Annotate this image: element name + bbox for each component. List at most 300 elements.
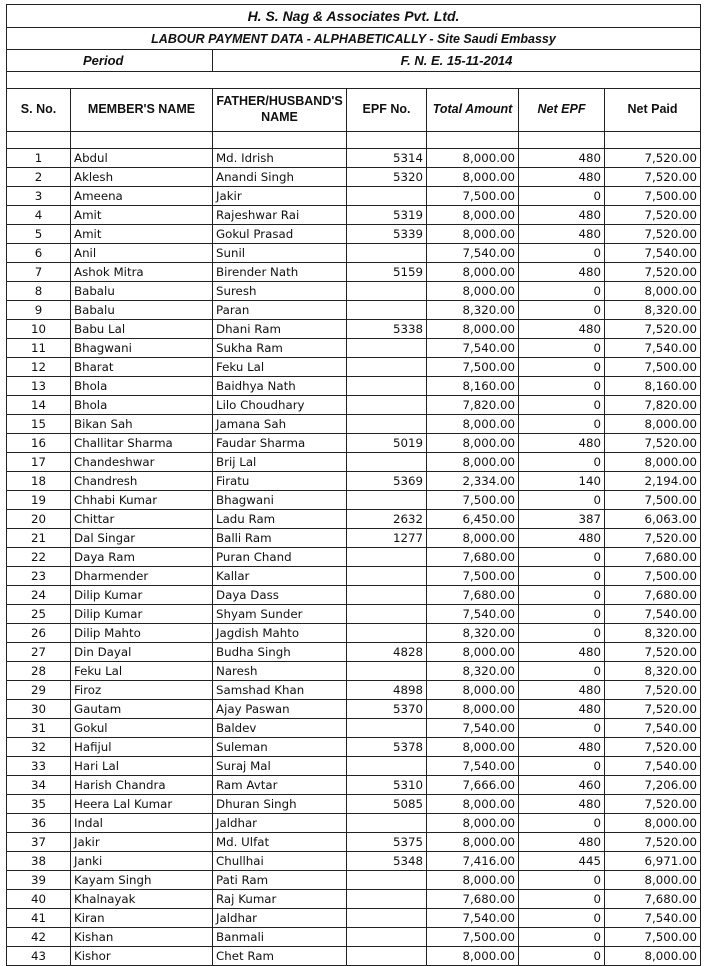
cell-epf-no — [347, 453, 427, 472]
cell-member-name: Harish Chandra — [71, 776, 213, 795]
cell-net-epf: 480 — [519, 149, 605, 168]
cell-sno: 9 — [7, 301, 71, 320]
cell-net-epf: 480 — [519, 738, 605, 757]
labour-payment-table — [6, 4, 701, 966]
cell-net-epf: 0 — [519, 871, 605, 890]
cell-father-name: Suresh — [213, 282, 347, 301]
cell-father-name: Samshad Khan — [213, 681, 347, 700]
cell-sno: 12 — [7, 358, 71, 377]
cell-sno: 17 — [7, 453, 71, 472]
cell-father-name: Pati Ram — [213, 871, 347, 890]
table-row — [7, 491, 701, 510]
cell-member-name: Gautam — [71, 700, 213, 719]
cell-father-name: Ajay Paswan — [213, 700, 347, 719]
cell-father-name: Sunil — [213, 244, 347, 263]
cell-father-name: Md. Ulfat — [213, 833, 347, 852]
cell-epf-no — [347, 567, 427, 586]
cell-net-epf: 445 — [519, 852, 605, 871]
gap-cell — [71, 132, 213, 149]
table-row — [7, 301, 701, 320]
col-header-epf-no: EPF No. — [347, 89, 427, 132]
cell-net-paid: 7,540.00 — [605, 757, 701, 776]
cell-father-name: Suleman — [213, 738, 347, 757]
cell-member-name: Kayam Singh — [71, 871, 213, 890]
cell-total-amount: 7,540.00 — [427, 244, 519, 263]
cell-father-name: Paran — [213, 301, 347, 320]
table-row — [7, 282, 701, 301]
cell-member-name: Hari Lal — [71, 757, 213, 776]
cell-net-epf: 480 — [519, 434, 605, 453]
col-header-net-paid: Net Paid — [605, 89, 701, 132]
cell-net-epf: 0 — [519, 187, 605, 206]
cell-member-name: Anil — [71, 244, 213, 263]
table-row — [7, 776, 701, 795]
cell-net-paid: 8,000.00 — [605, 282, 701, 301]
cell-net-paid: 7,520.00 — [605, 206, 701, 225]
cell-net-epf: 0 — [519, 890, 605, 909]
cell-sno: 5 — [7, 225, 71, 244]
cell-epf-no — [347, 548, 427, 567]
cell-net-epf: 480 — [519, 529, 605, 548]
cell-total-amount: 7,540.00 — [427, 909, 519, 928]
cell-net-epf: 480 — [519, 168, 605, 187]
table-row — [7, 244, 701, 263]
cell-net-epf: 0 — [519, 624, 605, 643]
cell-total-amount: 7,416.00 — [427, 852, 519, 871]
table-row — [7, 719, 701, 738]
cell-father-name: Suraj Mal — [213, 757, 347, 776]
cell-sno: 18 — [7, 472, 71, 491]
cell-sno: 25 — [7, 605, 71, 624]
cell-member-name: Dilip Mahto — [71, 624, 213, 643]
cell-total-amount: 8,000.00 — [427, 149, 519, 168]
cell-sno: 1 — [7, 149, 71, 168]
cell-net-paid: 7,500.00 — [605, 358, 701, 377]
table-row — [7, 681, 701, 700]
cell-member-name: Challitar Sharma — [71, 434, 213, 453]
cell-member-name: Babalu — [71, 282, 213, 301]
table-row — [7, 700, 701, 719]
col-header-father-name: FATHER/HUSBAND'S NAME — [213, 89, 347, 132]
cell-epf-no — [347, 358, 427, 377]
table-row — [7, 206, 701, 225]
cell-epf-no: 5019 — [347, 434, 427, 453]
period-label: Period — [7, 50, 213, 72]
cell-epf-no — [347, 282, 427, 301]
cell-total-amount: 7,500.00 — [427, 491, 519, 510]
cell-sno: 22 — [7, 548, 71, 567]
cell-member-name: Ashok Mitra — [71, 263, 213, 282]
cell-epf-no: 5338 — [347, 320, 427, 339]
cell-sno: 27 — [7, 643, 71, 662]
cell-sno: 26 — [7, 624, 71, 643]
cell-father-name: Baldev — [213, 719, 347, 738]
table-row — [7, 624, 701, 643]
col-header-net-epf: Net EPF — [519, 89, 605, 132]
cell-epf-no — [347, 377, 427, 396]
cell-sno: 38 — [7, 852, 71, 871]
cell-net-epf: 140 — [519, 472, 605, 491]
cell-father-name: Raj Kumar — [213, 890, 347, 909]
table-row — [7, 377, 701, 396]
cell-sno: 40 — [7, 890, 71, 909]
col-header-member-name: MEMBER'S NAME — [71, 89, 213, 132]
cell-epf-no: 4898 — [347, 681, 427, 700]
cell-father-name: Brij Lal — [213, 453, 347, 472]
cell-member-name: Bhola — [71, 377, 213, 396]
cell-epf-no — [347, 662, 427, 681]
table-row — [7, 662, 701, 681]
cell-father-name: Jaldhar — [213, 909, 347, 928]
cell-net-epf: 480 — [519, 700, 605, 719]
table-row — [7, 814, 701, 833]
cell-net-paid: 7,520.00 — [605, 700, 701, 719]
cell-epf-no — [347, 928, 427, 947]
cell-epf-no: 1277 — [347, 529, 427, 548]
cell-epf-no: 5320 — [347, 168, 427, 187]
cell-epf-no: 5378 — [347, 738, 427, 757]
table-row — [7, 567, 701, 586]
cell-net-epf: 480 — [519, 206, 605, 225]
cell-sno: 2 — [7, 168, 71, 187]
cell-father-name: Jagdish Mahto — [213, 624, 347, 643]
table-row — [7, 263, 701, 282]
cell-net-paid: 8,000.00 — [605, 453, 701, 472]
table-row — [7, 852, 701, 871]
table-row — [7, 472, 701, 491]
gap-cell — [7, 132, 71, 149]
cell-epf-no: 4828 — [347, 643, 427, 662]
cell-epf-no — [347, 586, 427, 605]
table-row — [7, 396, 701, 415]
cell-father-name: Kallar — [213, 567, 347, 586]
cell-epf-no: 5375 — [347, 833, 427, 852]
cell-net-paid: 7,820.00 — [605, 396, 701, 415]
cell-net-epf: 480 — [519, 833, 605, 852]
cell-net-paid: 2,194.00 — [605, 472, 701, 491]
cell-epf-no — [347, 491, 427, 510]
table-row — [7, 757, 701, 776]
table-row — [7, 586, 701, 605]
cell-epf-no: 5369 — [347, 472, 427, 491]
cell-total-amount: 7,500.00 — [427, 358, 519, 377]
cell-total-amount: 7,820.00 — [427, 396, 519, 415]
cell-net-paid: 7,520.00 — [605, 168, 701, 187]
cell-father-name: Anandi Singh — [213, 168, 347, 187]
cell-sno: 36 — [7, 814, 71, 833]
cell-father-name: Puran Chand — [213, 548, 347, 567]
cell-total-amount: 7,680.00 — [427, 548, 519, 567]
cell-sno: 20 — [7, 510, 71, 529]
cell-net-paid: 8,320.00 — [605, 624, 701, 643]
cell-total-amount: 7,680.00 — [427, 890, 519, 909]
cell-net-epf: 480 — [519, 795, 605, 814]
cell-total-amount: 8,000.00 — [427, 434, 519, 453]
cell-sno: 30 — [7, 700, 71, 719]
table-row — [7, 643, 701, 662]
cell-total-amount: 7,540.00 — [427, 339, 519, 358]
cell-sno: 35 — [7, 795, 71, 814]
cell-total-amount: 8,000.00 — [427, 168, 519, 187]
cell-net-paid: 8,320.00 — [605, 662, 701, 681]
cell-member-name: Dal Singar — [71, 529, 213, 548]
cell-father-name: Bhagwani — [213, 491, 347, 510]
table-row — [7, 548, 701, 567]
cell-net-epf: 0 — [519, 947, 605, 966]
cell-net-epf: 0 — [519, 491, 605, 510]
cell-sno: 29 — [7, 681, 71, 700]
cell-net-paid: 7,540.00 — [605, 605, 701, 624]
cell-sno: 4 — [7, 206, 71, 225]
cell-father-name: Naresh — [213, 662, 347, 681]
cell-epf-no: 5310 — [347, 776, 427, 795]
cell-epf-no: 5159 — [347, 263, 427, 282]
table-row — [7, 909, 701, 928]
cell-epf-no — [347, 624, 427, 643]
cell-member-name: Feku Lal — [71, 662, 213, 681]
cell-total-amount: 8,000.00 — [427, 453, 519, 472]
cell-net-paid: 7,680.00 — [605, 890, 701, 909]
cell-member-name: Ameena — [71, 187, 213, 206]
cell-net-paid: 7,520.00 — [605, 529, 701, 548]
cell-father-name: Banmali — [213, 928, 347, 947]
cell-epf-no: 5339 — [347, 225, 427, 244]
cell-total-amount: 8,000.00 — [427, 681, 519, 700]
cell-net-paid: 7,520.00 — [605, 681, 701, 700]
cell-father-name: Md. Idrish — [213, 149, 347, 168]
cell-sno: 16 — [7, 434, 71, 453]
cell-member-name: Gokul — [71, 719, 213, 738]
cell-epf-no — [347, 301, 427, 320]
cell-net-epf: 0 — [519, 377, 605, 396]
cell-member-name: Abdul — [71, 149, 213, 168]
cell-sno: 11 — [7, 339, 71, 358]
cell-net-epf: 0 — [519, 719, 605, 738]
period-value: F. N. E. 15-11-2014 — [213, 50, 701, 72]
cell-member-name: Chhabi Kumar — [71, 491, 213, 510]
cell-sno: 23 — [7, 567, 71, 586]
table-row — [7, 187, 701, 206]
cell-member-name: Bhola — [71, 396, 213, 415]
cell-total-amount: 7,540.00 — [427, 757, 519, 776]
cell-epf-no — [347, 890, 427, 909]
cell-net-paid: 7,500.00 — [605, 928, 701, 947]
cell-net-epf: 0 — [519, 567, 605, 586]
cell-net-epf: 480 — [519, 225, 605, 244]
cell-father-name: Firatu — [213, 472, 347, 491]
cell-father-name: Birender Nath — [213, 263, 347, 282]
cell-net-epf: 0 — [519, 909, 605, 928]
cell-net-epf: 0 — [519, 244, 605, 263]
cell-member-name: Babalu — [71, 301, 213, 320]
cell-epf-no — [347, 814, 427, 833]
cell-net-paid: 8,000.00 — [605, 814, 701, 833]
cell-net-epf: 0 — [519, 662, 605, 681]
cell-father-name: Faudar Sharma — [213, 434, 347, 453]
cell-sno: 10 — [7, 320, 71, 339]
cell-member-name: Khalnayak — [71, 890, 213, 909]
table-row — [7, 168, 701, 187]
cell-epf-no — [347, 719, 427, 738]
cell-member-name: Hafijul — [71, 738, 213, 757]
cell-total-amount: 8,000.00 — [427, 225, 519, 244]
cell-member-name: Dilip Kumar — [71, 586, 213, 605]
cell-member-name: Dharmender — [71, 567, 213, 586]
table-row — [7, 149, 701, 168]
cell-epf-no: 5370 — [347, 700, 427, 719]
cell-total-amount: 8,160.00 — [427, 377, 519, 396]
cell-net-paid: 7,520.00 — [605, 643, 701, 662]
gap-cell — [213, 132, 347, 149]
cell-member-name: Chandeshwar — [71, 453, 213, 472]
table-row — [7, 320, 701, 339]
cell-sno: 15 — [7, 415, 71, 434]
table-row — [7, 871, 701, 890]
cell-total-amount: 8,000.00 — [427, 529, 519, 548]
table-row — [7, 415, 701, 434]
report-subtitle: LABOUR PAYMENT DATA - ALPHABETICALLY - Site Saudi Embassy — [7, 28, 701, 50]
cell-net-paid: 7,500.00 — [605, 567, 701, 586]
cell-net-paid: 8,000.00 — [605, 947, 701, 966]
cell-net-paid: 7,680.00 — [605, 548, 701, 567]
cell-total-amount: 8,320.00 — [427, 301, 519, 320]
cell-father-name: Rajeshwar Rai — [213, 206, 347, 225]
cell-total-amount: 7,680.00 — [427, 586, 519, 605]
cell-net-paid: 7,500.00 — [605, 491, 701, 510]
cell-epf-no: 5314 — [347, 149, 427, 168]
cell-net-paid: 7,206.00 — [605, 776, 701, 795]
cell-total-amount: 8,000.00 — [427, 871, 519, 890]
cell-total-amount: 8,000.00 — [427, 814, 519, 833]
cell-sno: 13 — [7, 377, 71, 396]
cell-member-name: Kiran — [71, 909, 213, 928]
cell-net-epf: 0 — [519, 396, 605, 415]
cell-member-name: Bikan Sah — [71, 415, 213, 434]
cell-total-amount: 8,000.00 — [427, 833, 519, 852]
cell-total-amount: 8,320.00 — [427, 662, 519, 681]
cell-father-name: Ladu Ram — [213, 510, 347, 529]
cell-total-amount: 2,334.00 — [427, 472, 519, 491]
cell-total-amount: 8,000.00 — [427, 700, 519, 719]
cell-net-paid: 7,520.00 — [605, 795, 701, 814]
cell-net-epf: 480 — [519, 681, 605, 700]
cell-net-paid: 6,063.00 — [605, 510, 701, 529]
cell-father-name: Jaldhar — [213, 814, 347, 833]
table-row — [7, 510, 701, 529]
cell-net-paid: 7,520.00 — [605, 434, 701, 453]
cell-total-amount: 8,000.00 — [427, 263, 519, 282]
cell-epf-no — [347, 757, 427, 776]
cell-net-paid: 7,500.00 — [605, 187, 701, 206]
cell-sno: 24 — [7, 586, 71, 605]
cell-father-name: Balli Ram — [213, 529, 347, 548]
cell-total-amount: 7,540.00 — [427, 605, 519, 624]
cell-sno: 37 — [7, 833, 71, 852]
gap-cell — [427, 132, 519, 149]
table-row — [7, 795, 701, 814]
cell-net-epf: 480 — [519, 643, 605, 662]
cell-net-paid: 7,520.00 — [605, 263, 701, 282]
col-header-total-amount: Total Amount — [427, 89, 519, 132]
cell-net-epf: 480 — [519, 263, 605, 282]
cell-net-paid: 7,520.00 — [605, 833, 701, 852]
table-row — [7, 833, 701, 852]
cell-total-amount: 8,000.00 — [427, 282, 519, 301]
cell-sno: 19 — [7, 491, 71, 510]
cell-member-name: Babu Lal — [71, 320, 213, 339]
cell-sno: 41 — [7, 909, 71, 928]
cell-net-paid: 7,540.00 — [605, 339, 701, 358]
cell-net-paid: 7,520.00 — [605, 738, 701, 757]
cell-sno: 39 — [7, 871, 71, 890]
cell-net-paid: 8,000.00 — [605, 871, 701, 890]
blank-divider — [7, 72, 701, 89]
cell-member-name: Chandresh — [71, 472, 213, 491]
cell-net-epf: 0 — [519, 928, 605, 947]
cell-epf-no — [347, 187, 427, 206]
cell-sno: 31 — [7, 719, 71, 738]
cell-net-paid: 7,540.00 — [605, 909, 701, 928]
cell-net-paid: 7,680.00 — [605, 586, 701, 605]
cell-net-epf: 480 — [519, 320, 605, 339]
cell-net-paid: 8,320.00 — [605, 301, 701, 320]
cell-father-name: Ram Avtar — [213, 776, 347, 795]
cell-net-epf: 0 — [519, 586, 605, 605]
cell-father-name: Sukha Ram — [213, 339, 347, 358]
cell-total-amount: 8,000.00 — [427, 738, 519, 757]
cell-total-amount: 7,500.00 — [427, 928, 519, 947]
cell-total-amount: 7,666.00 — [427, 776, 519, 795]
gap-cell — [347, 132, 427, 149]
cell-net-epf: 0 — [519, 358, 605, 377]
cell-father-name: Shyam Sunder — [213, 605, 347, 624]
cell-total-amount: 7,500.00 — [427, 567, 519, 586]
cell-father-name: Jamana Sah — [213, 415, 347, 434]
cell-member-name: Din Dayal — [71, 643, 213, 662]
cell-net-epf: 0 — [519, 301, 605, 320]
col-header-sno: S. No. — [7, 89, 71, 132]
cell-member-name: Heera Lal Kumar — [71, 795, 213, 814]
gap-cell — [605, 132, 701, 149]
cell-sno: 6 — [7, 244, 71, 263]
cell-epf-no — [347, 871, 427, 890]
cell-total-amount: 8,000.00 — [427, 643, 519, 662]
cell-member-name: Jakir — [71, 833, 213, 852]
cell-epf-no — [347, 605, 427, 624]
cell-father-name: Chet Ram — [213, 947, 347, 966]
cell-sno: 34 — [7, 776, 71, 795]
table-row — [7, 339, 701, 358]
cell-epf-no — [347, 947, 427, 966]
cell-total-amount: 8,000.00 — [427, 795, 519, 814]
cell-sno: 32 — [7, 738, 71, 757]
table-row — [7, 738, 701, 757]
cell-member-name: Bhagwani — [71, 339, 213, 358]
cell-sno: 7 — [7, 263, 71, 282]
cell-member-name: Bharat — [71, 358, 213, 377]
cell-father-name: Chullhai — [213, 852, 347, 871]
cell-member-name: Aklesh — [71, 168, 213, 187]
cell-net-epf: 0 — [519, 453, 605, 472]
cell-father-name: Dhuran Singh — [213, 795, 347, 814]
cell-total-amount: 6,450.00 — [427, 510, 519, 529]
cell-sno: 42 — [7, 928, 71, 947]
cell-father-name: Gokul Prasad — [213, 225, 347, 244]
cell-net-epf: 0 — [519, 757, 605, 776]
table-row — [7, 434, 701, 453]
cell-net-paid: 7,520.00 — [605, 320, 701, 339]
cell-member-name: Amit — [71, 225, 213, 244]
